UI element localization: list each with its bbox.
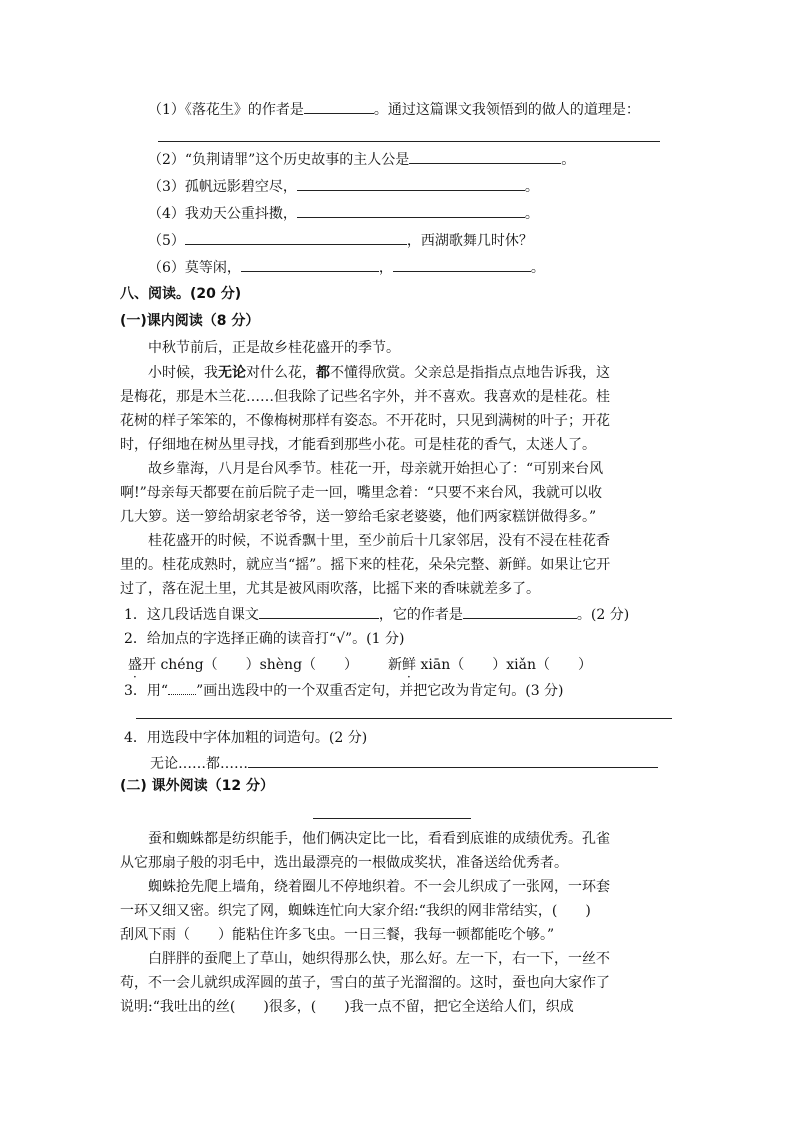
passage2-p3-line2: 苟，不一会儿就织成浑圆的茧子，雪白的茧子光溜溜的。这时，蚕也向大家作了 [120,975,610,991]
dotted-char-sheng: 盛 [128,657,142,673]
task-4: 4．用选段中字体加粗的词造句。(2 分) [124,730,368,746]
passage1-p3-line1: 故乡靠海，八月是台风季节。桂花一开，母亲就开始担心了：“可别来台风 [148,461,604,477]
passage1-p2-line1: 小时候，我无论对什么花，都不懂得欣赏。父亲总是指指点点地告诉我，这 [148,365,610,381]
passage1-p2-line2: 是梅花，那是木兰花……但我除了记些名字外，并不喜欢。我喜欢的是桂花。桂 [120,389,610,405]
bold-word-wulun: 无论 [218,365,246,381]
q6-blank-1[interactable] [241,256,379,272]
passage1-p4-line1: 桂花盛开的时候，不说香飘十里，至少前后十几家邻居，没有不浸在桂花香 [148,533,610,549]
passage1-p2-line4: 时，仔细地在树丛里寻找，才能看到那些小花。可是桂花的香气，太迷人了。 [120,437,596,453]
fill-q2: （2）“负荆请罪”这个历史故事的主人公是 。 [148,148,575,170]
fill-q4: （4）我劝天公重抖擞， 。 [148,202,539,224]
q3-blank[interactable] [297,175,525,191]
passage2-p2-line3: 刮风下雨（ ）能粘住许多飞虫。一日三餐，我每一顿都能吃个够。” [120,927,555,943]
passage2-p3-line1: 白胖胖的蚕爬上了草山，她织得那么快，那么好。左一下，右一下，一丝不 [148,951,610,967]
q1-answer-line[interactable] [158,141,660,142]
wavy-underline-symbol [168,680,196,695]
passage1-p2-line3: 花树的样子笨笨的，不像梅树那样有姿态。不开花时，只见到满树的叶子；开花 [120,413,610,429]
fill-q3: （3）孤帆远影碧空尽， 。 [148,175,539,197]
q2-blank[interactable] [409,148,561,164]
t1-blank-title[interactable] [259,603,379,619]
passage1-p4-line2: 里的。桂花成熟时，就应当“摇”。摇下来的桂花，朵朵完整、新鲜。如果让它开 [120,557,611,573]
passage2-p1-line1: 蚕和蜘蛛都是纺织能手，他们俩决定比一比，看看到底谁的成绩优秀。孔雀 [148,831,610,847]
t3-answer-line[interactable] [136,718,672,719]
dotted-char-xian: 鲜 [402,657,417,673]
passage2-p3-line3: 说明:“我吐出的丝( )很多，( )我一点不留，把它全送给人们，织成 [120,999,574,1015]
passage1-p4-line3: 过了，落在泥土里，尤其是被风雨吹落，比摇下来的香味就差多了。 [120,581,540,597]
task-3: 3．用“ ”画出选段中的一个双重否定句，并把它改为肯定句。(3 分) [124,680,564,702]
fill-q6: （6）莫等闲， ， 。 [148,256,545,278]
passage1-p1: 中秋节前后，正是故乡桂花盛开的季节。 [148,340,400,356]
q5-blank[interactable] [185,229,407,245]
t4-answer-line[interactable] [248,752,658,768]
q6-blank-2[interactable] [393,256,531,272]
passage1-p3-line2: 啊!”母亲每天都要在前后院子走一回，嘴里念着：“只要不来台风，我就可以收 [120,485,602,501]
fill-q5: （5） ，西湖歌舞几时休？ [148,229,533,251]
part2-heading: (二) 课外阅读（12 分） [120,778,275,794]
q4-blank[interactable] [297,202,525,218]
title-blank-line[interactable] [313,818,471,819]
part1-heading: (一)课内阅读（8 分） [120,313,260,329]
task-2-options: 盛开 chéng（ ）shèng（ ） 新鲜 xiān（ ）xiǎn（ ） [128,657,592,673]
passage2-p2-line1: 蜘蛛抢先爬上墙角，绕着圈儿不停地织着。不一会儿织成了一张网，一环套 [148,879,610,895]
task-4-answer: 无论……都…… [150,752,658,774]
passage1-p3-line3: 几大箩。送一箩给胡家老爷爷，送一箩给毛家老婆婆，他们两家糕饼做得多。” [120,509,597,525]
section-heading-reading: 八、阅读。(20 分) [120,286,242,302]
bold-word-dou: 都 [316,365,330,381]
q1-blank-author[interactable] [304,98,374,114]
fill-q1: （1）《落花生》的作者是 。通过这篇课文我领悟到的做人的道理是： [148,98,640,120]
task-2: 2．给加点的字选择正确的读音打“√”。(1 分) [124,631,405,647]
passage2-p1-line2: 从它那扇子般的羽毛中，选出最漂亮的一根做成奖状，准备送给优秀者。 [120,855,568,871]
task-1: 1．这几段话选自课文 ，它的作者是 。(2 分) [124,603,629,625]
passage2-p2-line2: 一环又细又密。织完了网，蜘蛛连忙向大家介绍:“我织的网非常结实，( ) [120,903,591,919]
t1-blank-author[interactable] [463,603,577,619]
